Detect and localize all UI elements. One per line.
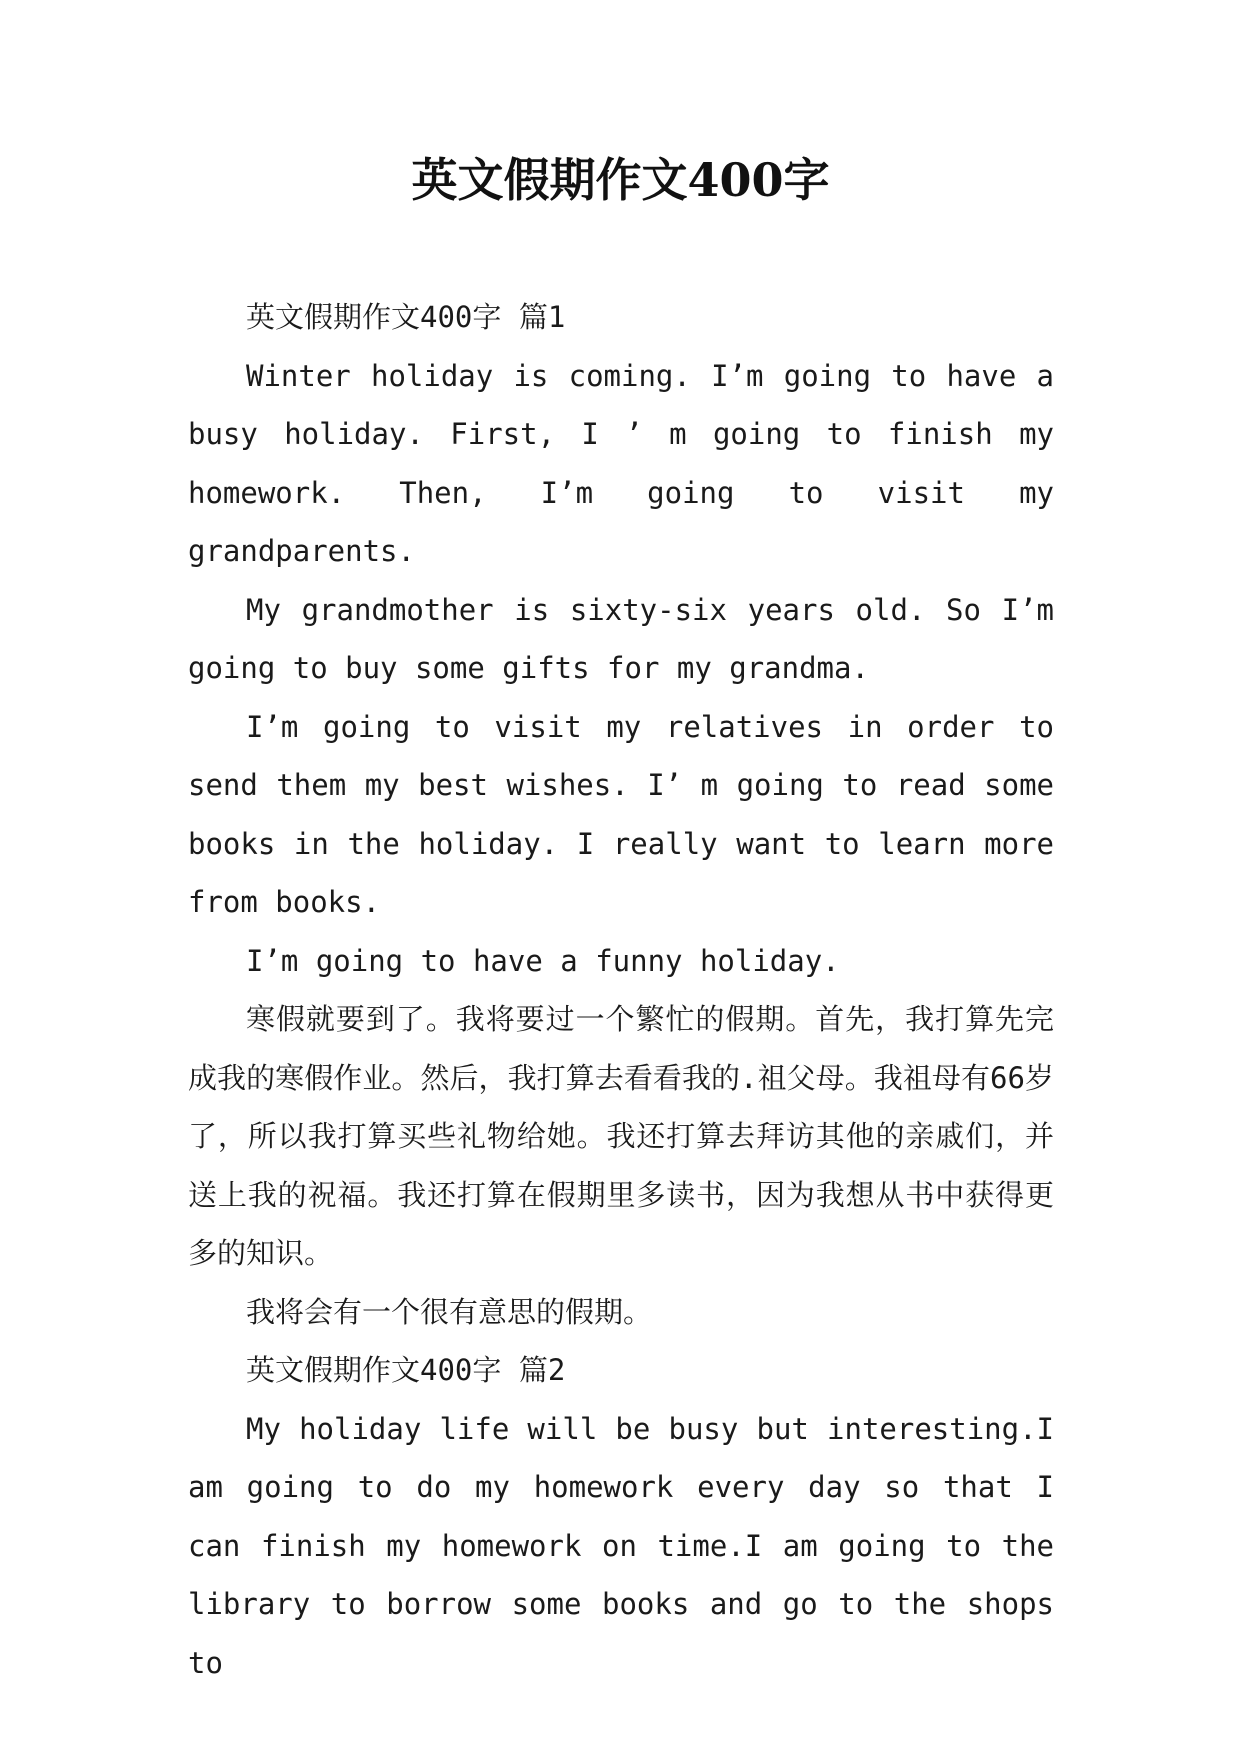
- paragraph: Winter holiday is coming. I’m going to have a busy holiday. First, I ’ m going to finish my homework. Then, I’m going to visit my grandparents.: [188, 358, 1054, 568]
- document-body: [188, 288, 1054, 1692]
- document-title: 英文假期作文400字: [411, 153, 830, 207]
- section-heading: 英文假期作文400字 篇2: [246, 1353, 566, 1387]
- section-heading: 英文假期作文400字 篇1: [246, 300, 566, 334]
- paragraph: 寒假就要到了。我将要过一个繁忙的假期。首先，我打算先完成我的寒假作业。然后，我打算去看看我的.祖父母。我祖母有66岁了，所以我打算买些礼物给她。我还打算去拜访其他的亲戚们，并送上我的祝福。我还打算在假期里多读书，因为我想从书中获得更多的知识。: [188, 1002, 1054, 1270]
- paragraph: I’m going to have a funny holiday.: [246, 943, 840, 978]
- paragraph: My grandmother is sixty-six years old. So I’m going to buy some gifts for my grandma.: [188, 592, 1054, 685]
- paragraph: My holiday life will be busy but interesting.I am going to do my homework every day so that I can finish my homework on time.I am going to the library to borrow some books and go to the shops to: [188, 1411, 1054, 1680]
- paragraph: I’m going to visit my relatives in order to send them my best wishes. I’ m going to read some books in the holiday. I really want to learn more from books.: [188, 709, 1054, 919]
- paragraph: 我将会有一个很有意思的假期。: [246, 1294, 653, 1329]
